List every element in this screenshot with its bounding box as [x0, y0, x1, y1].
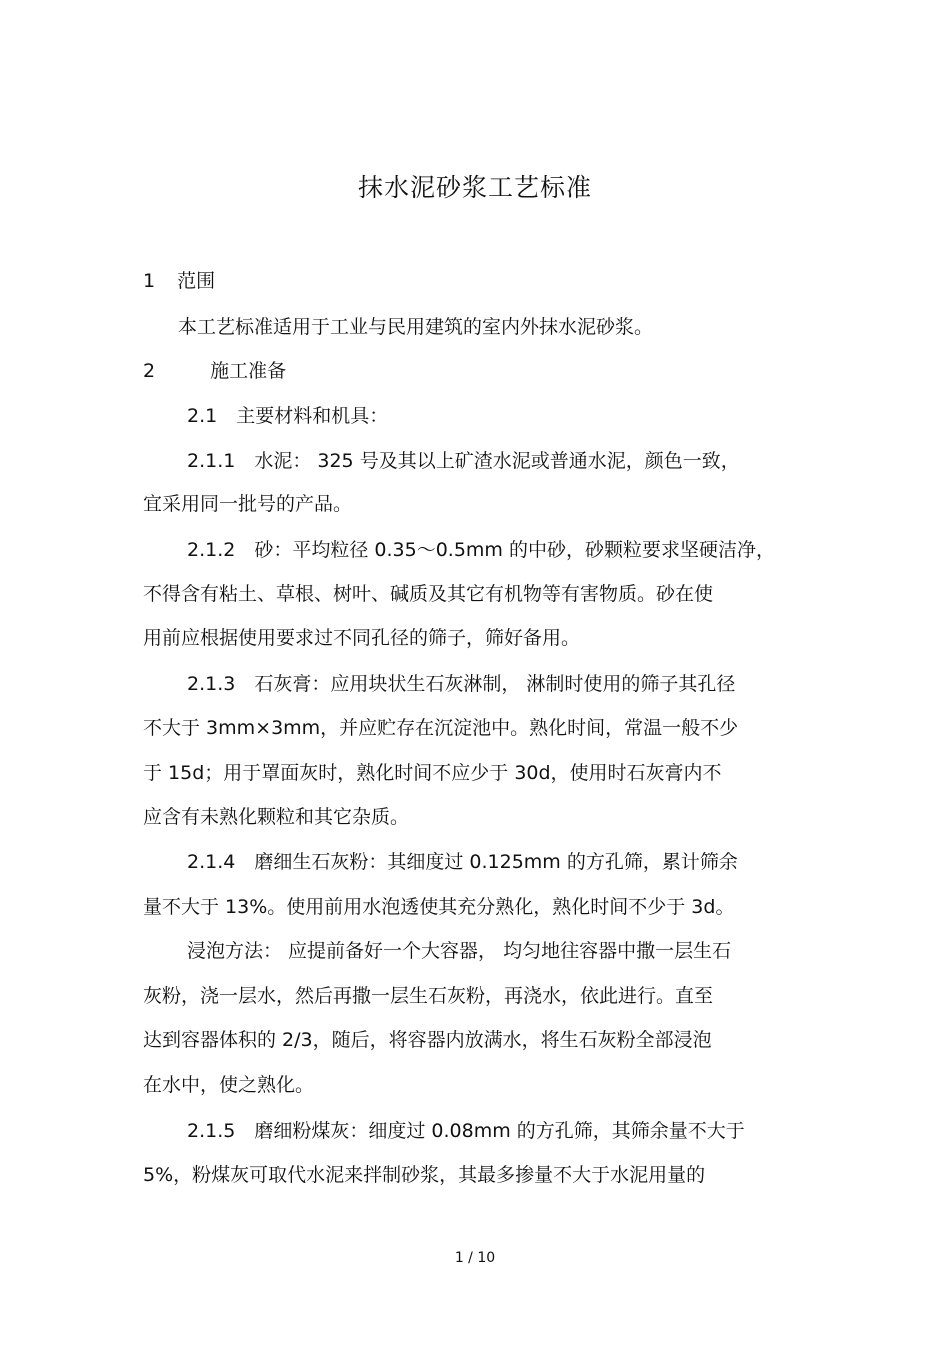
section-2-number: 2: [143, 360, 156, 382]
paragraph-2-1-2-line-2: 不得含有粘土、草根、树叶、碱质及其它有机物等有害物质。砂在使: [143, 583, 714, 605]
section-2-title: 施工准备: [210, 360, 287, 382]
soaking-method-line-4: 在水中，使之熟化。: [143, 1074, 315, 1096]
paragraph-2-1-1-line-2: 宜采用同一批号的产品。: [143, 493, 353, 515]
paragraph-2-1-3-line-4: 应含有未熟化颗粒和其它杂质。: [143, 806, 410, 828]
section-2-heading: [143, 357, 286, 385]
paragraph-2-1-3-line-1: 2.1.3 石灰膏：应用块状生石灰淋制， 淋制时使用的筛子其孔径: [187, 673, 736, 695]
paragraph-2-1-1-line-1: 2.1.1 水泥： 325 号及其以上矿渣水泥或普通水泥，颜色一致，: [187, 450, 740, 472]
paragraph-2-1-5-line-1: 2.1.5 磨细粉煤灰：细度过 0.08mm 的方孔筛，其筛余量不大于: [187, 1120, 745, 1142]
paragraph-2-1-5-line-2: 5%，粉煤灰可取代水泥来拌制砂浆，其最多掺量不大于水泥用量的: [143, 1164, 706, 1186]
section-1-number: 1: [143, 270, 156, 292]
soaking-method-line-2: 灰粉，浇一层水，然后再撒一层生石灰粉，再浇水，依此进行。直至: [143, 985, 714, 1007]
paragraph-2-1-4-line-1: 2.1.4 磨细生石灰粉：其细度过 0.125mm 的方孔筛，累计筛余: [187, 851, 738, 873]
section-1-title: 范围: [177, 270, 216, 292]
paragraph-2-1-3-line-2: 不大于 3mm×3mm，并应贮存在沉淀池中。熟化时间，常温一般不少: [143, 717, 739, 739]
soaking-method-line-3: 达到容器体积的 2/3，随后，将容器内放满水，将生石灰粉全部浸泡: [143, 1029, 712, 1051]
paragraph-2-1-2-line-3: 用前应根据使用要求过不同孔径的筛子，筛好备用。: [143, 627, 581, 649]
page-number: 1 / 10: [454, 1250, 496, 1266]
section-1-body: 本工艺标准适用于工业与民用建筑的室内外抹水泥砂浆。: [178, 316, 654, 338]
document-title: 抹水泥砂浆工艺标准: [357, 173, 592, 202]
paragraph-2-1-2-line-1: 2.1.2 砂：平均粒径 0.35～0.5mm 的中砂，砂颗粒要求坚硬洁净，: [187, 539, 775, 561]
soaking-method-line-1: 浸泡方法： 应提前备好一个大容器， 均匀地往容器中撒一层生石: [187, 940, 732, 962]
subsection-2-1-heading: 2.1 主要材料和机具：: [187, 405, 389, 427]
paragraph-2-1-3-line-3: 于 15d；用于罩面灰时，熟化时间不应少于 30d，使用时石灰膏内不: [143, 762, 722, 784]
paragraph-2-1-4-line-2: 量不大于 13%。使用前用水泡透使其充分熟化，熟化时间不少于 3d。: [143, 896, 735, 918]
section-1-heading: [143, 267, 215, 295]
